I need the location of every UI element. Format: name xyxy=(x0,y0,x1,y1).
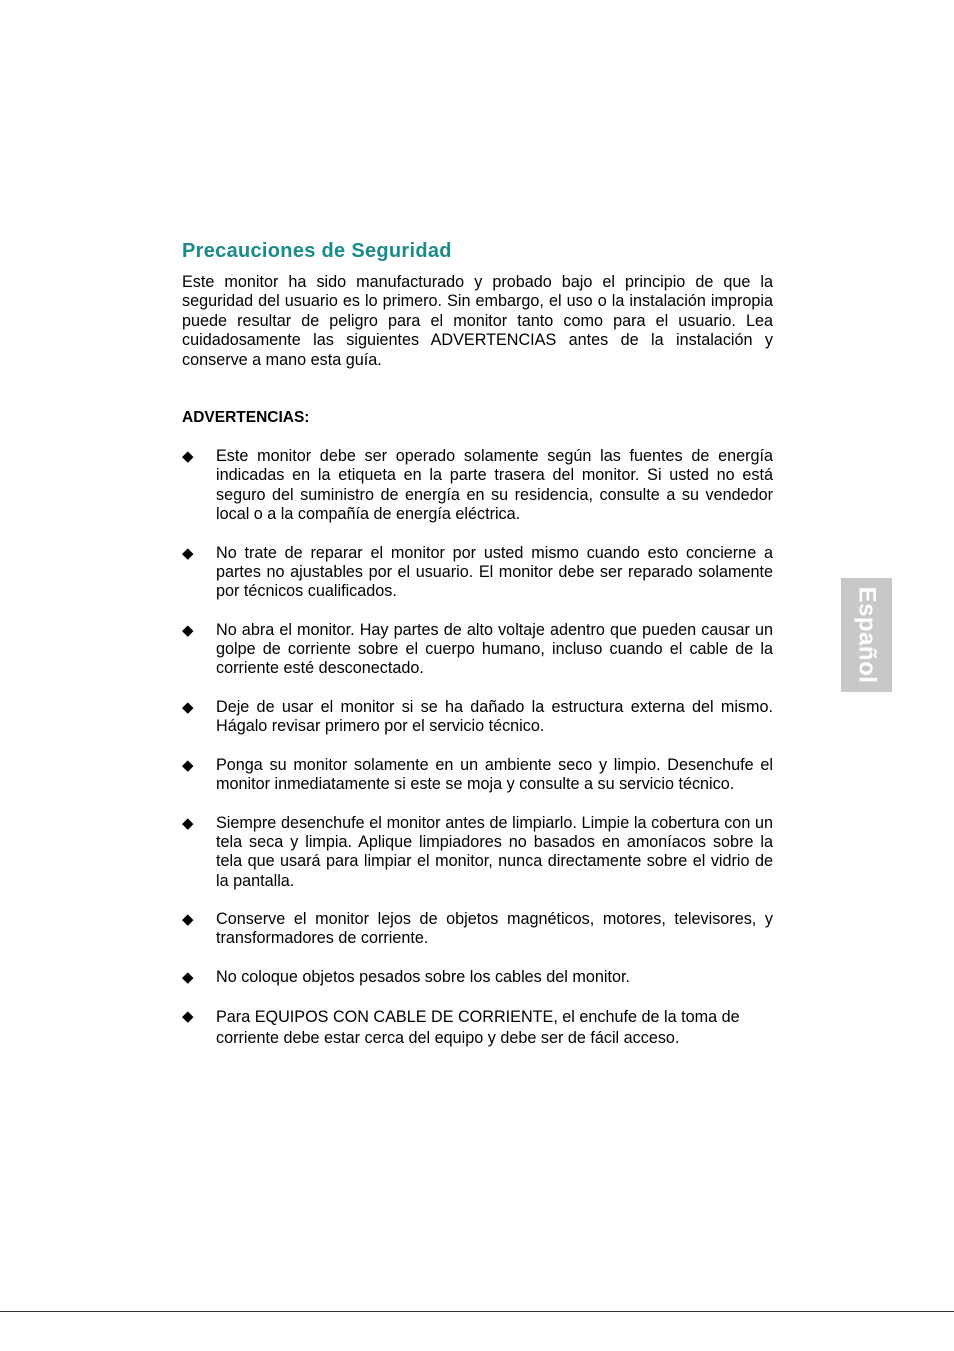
warning-item xyxy=(182,621,773,679)
diamond-bullet-icon: ◆ xyxy=(182,969,194,987)
diamond-bullet-icon: ◆ xyxy=(182,756,194,774)
warning-text: Siempre desenchufe el monitor antes de limpiarlo. Limpie la cobertura con un tela seca y limpia. Aplique limpiadores no basados en amoníacos sobre la tela que usará para limpiar el monitor, nunca directamente sobre el vidrio de la pantalla. xyxy=(216,813,773,890)
warning-item xyxy=(182,968,773,987)
warning-text: Ponga su monitor solamente en un ambiente seco y limpio. Desenchufe el monitor inmediatamente si este se moja y consulte a su servicio técnico. xyxy=(216,755,773,794)
warning-list xyxy=(182,447,773,1049)
warning-item xyxy=(182,447,773,524)
diamond-bullet-icon: ◆ xyxy=(182,621,194,639)
diamond-bullet-icon: ◆ xyxy=(182,1007,194,1025)
warning-text: Este monitor debe ser operado solamente según las fuentes de energía indicadas en la etiqueta en la parte trasera del monitor. Si usted no está seguro del suministro de energía en su residencia, consulte a su vendedor local o a la compañía de energía eléctrica. xyxy=(216,447,773,523)
language-tab xyxy=(841,578,892,692)
warning-item xyxy=(182,756,773,795)
intro-paragraph: Este monitor ha sido manufacturado y probado bajo el principio de que la seguridad del usuario es lo primero. Sin embargo, el uso o la instalación impropia puede resultar de peligro para el monitor tanto como para el usuario. Lea cuidadosamente las siguientes ADVERTENCIAS antes de la instalación y conserve a mano esta guía. xyxy=(182,273,773,369)
warning-text: Conserve el monitor lejos de objetos magnéticos, motores, televisores, y transformadores de corriente. xyxy=(216,910,773,948)
warning-item xyxy=(182,910,773,949)
footer-divider xyxy=(0,1311,954,1312)
warning-text: No coloque objetos pesados sobre los cables del monitor. xyxy=(216,968,630,987)
warning-item xyxy=(182,814,773,891)
language-tab-label: Español xyxy=(853,586,881,684)
safety-section xyxy=(182,238,773,1068)
diamond-bullet-icon: ◆ xyxy=(182,544,194,562)
warnings-heading: ADVERTENCIAS: xyxy=(182,409,310,427)
section-title: Precauciones de Seguridad xyxy=(182,240,452,262)
diamond-bullet-icon: ◆ xyxy=(182,911,194,929)
warning-item xyxy=(182,1007,773,1049)
diamond-bullet-icon: ◆ xyxy=(182,698,194,716)
warning-text: No abra el monitor. Hay partes de alto voltaje adentro que pueden causar un golpe de corriente sobre el cuerpo humano, incluso cuando el cable de la corriente esté desconectado. xyxy=(216,620,773,678)
warning-text: No trate de reparar el monitor por usted mismo cuando esto concierne a partes no ajustables por el usuario. El monitor debe ser reparado solamente por técnicos cualificados. xyxy=(216,543,773,601)
warning-text: Para EQUIPOS CON CABLE DE CORRIENTE, el enchufe de la toma de corriente debe estar cerca del equipo y debe ser de fácil acceso. xyxy=(216,1007,740,1047)
warning-item xyxy=(182,698,773,737)
diamond-bullet-icon: ◆ xyxy=(182,814,194,832)
warning-item xyxy=(182,544,773,602)
diamond-bullet-icon: ◆ xyxy=(182,448,194,466)
warning-text: Deje de usar el monitor si se ha dañado la estructura externa del mismo. Hágalo revisar primero por el servicio técnico. xyxy=(216,697,773,736)
